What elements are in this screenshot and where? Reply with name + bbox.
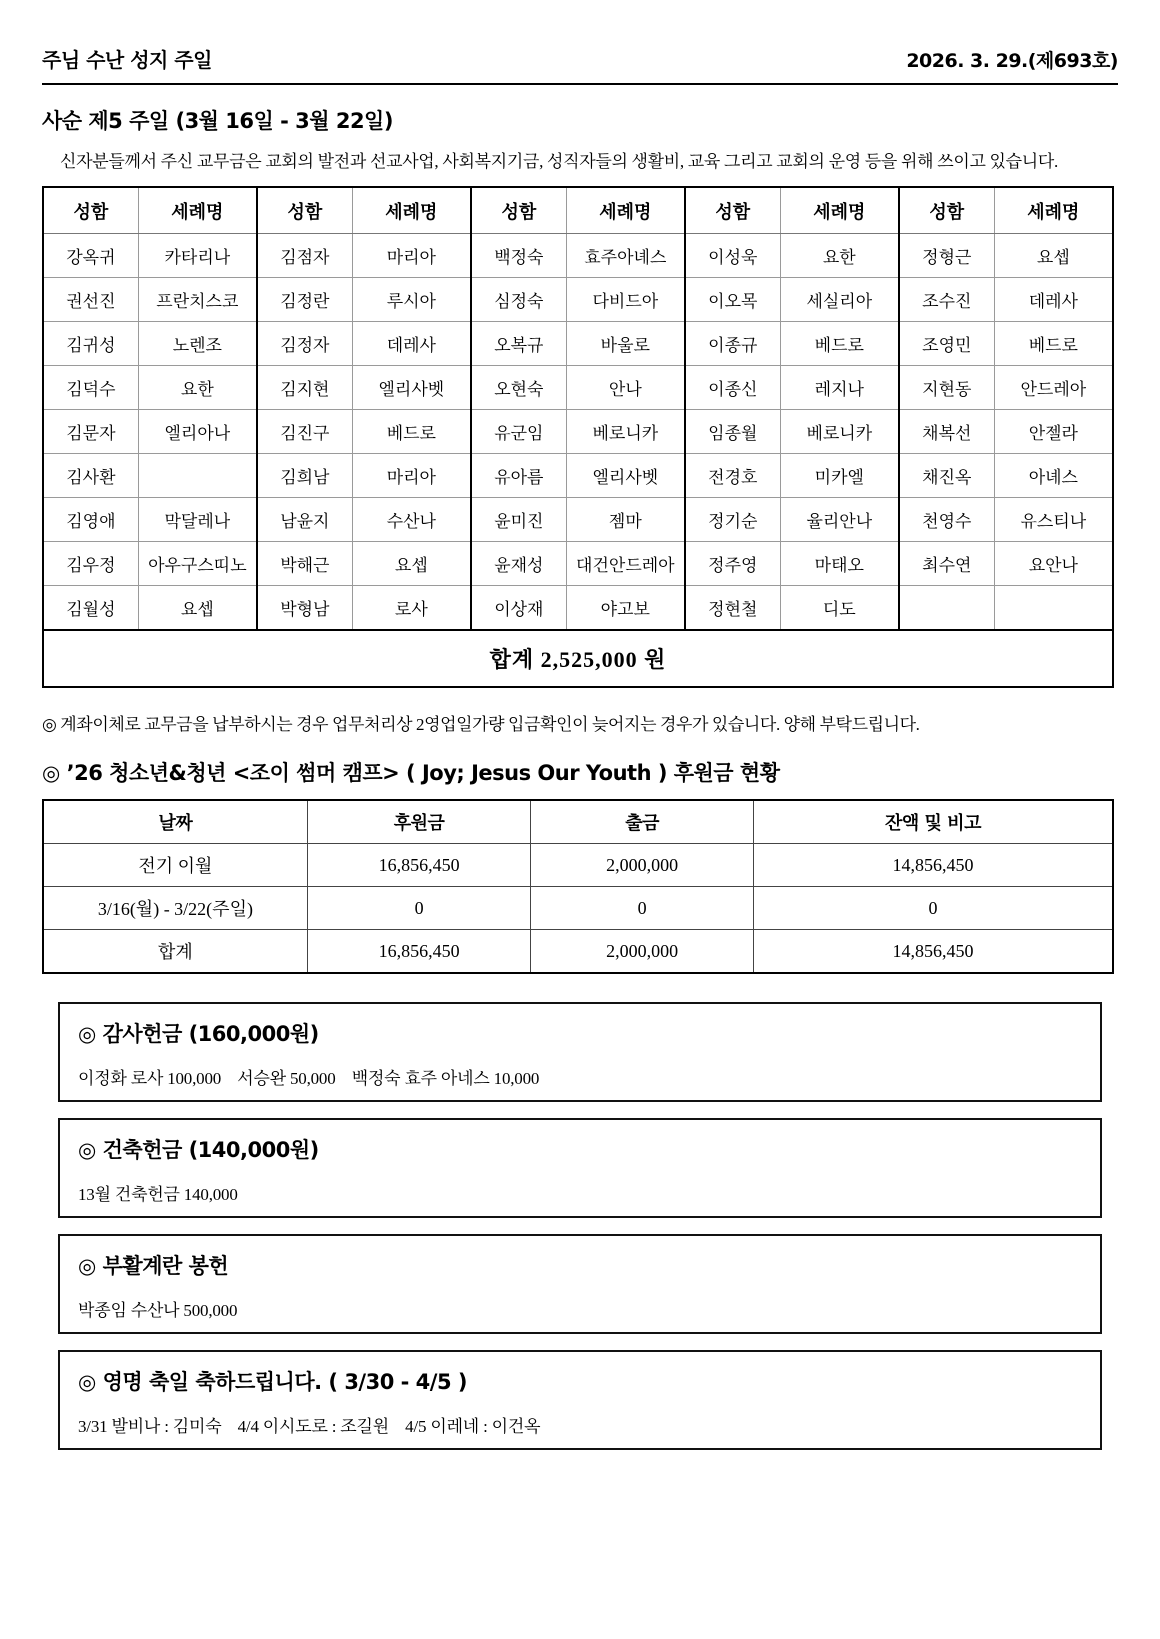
pledge-name-cell: 김우정 (43, 542, 138, 586)
pledge-baptismal-cell: 유스티나 (994, 498, 1113, 542)
pledge-name-cell: 김점자 (257, 234, 352, 278)
pledge-baptismal-cell: 프란치스코 (138, 278, 257, 322)
pledge-table-head (43, 187, 1113, 234)
camp-cell: 16,856,450 (307, 844, 531, 887)
camp-fund-title: ◎ ’26 청소년&청년 <조이 썸머 캠프> ( Joy; Jesus Our Youth ) 후원금 현황 (42, 761, 780, 785)
pledge-baptismal-cell: 안젤라 (994, 410, 1113, 454)
transfer-note: ◎ 계좌이체로 교무금을 납부하시는 경우 업무처리상 2영업일가량 입금확인이 늦어지는 경우가 있습니다. 양해 부탁드립니다. (42, 715, 920, 734)
pledge-name-cell: 전경호 (685, 454, 780, 498)
pledge-baptismal-cell: 율리안나 (780, 498, 899, 542)
pledge-name-cell: 유군임 (471, 410, 566, 454)
pledge-name-cell: 권선진 (43, 278, 138, 322)
pledge-row (43, 454, 1113, 498)
pledge-baptismal-cell (994, 586, 1113, 631)
pledge-col-header: 세례명 (994, 187, 1113, 234)
pledge-baptismal-cell: 로사 (352, 586, 471, 631)
thanksgiving-offering-box (58, 1002, 1102, 1102)
camp-cell: 14,856,450 (753, 930, 1113, 974)
pledge-row (43, 366, 1113, 410)
camp-fund-table (42, 799, 1114, 974)
camp-cell: 0 (531, 887, 754, 930)
pledge-baptismal-cell: 베로니카 (780, 410, 899, 454)
pledge-baptismal-cell: 엘리아나 (138, 410, 257, 454)
pledge-row (43, 278, 1113, 322)
camp-table-head (43, 800, 1113, 844)
pledge-col-header: 성함 (899, 187, 994, 234)
pledge-name-cell: 조영민 (899, 322, 994, 366)
pledge-total-row (43, 630, 1113, 687)
pledge-baptismal-cell: 바울로 (566, 322, 685, 366)
camp-row (43, 844, 1113, 887)
pledge-baptismal-cell: 마리아 (352, 454, 471, 498)
pledge-name-cell: 김덕수 (43, 366, 138, 410)
pledge-baptismal-cell: 다비드아 (566, 278, 685, 322)
camp-col-header: 잔액 및 비고 (753, 800, 1113, 844)
camp-table-body (43, 844, 1113, 974)
camp-cell: 0 (753, 887, 1113, 930)
pledge-baptismal-cell: 노렌조 (138, 322, 257, 366)
pledge-name-cell: 박해근 (257, 542, 352, 586)
pledge-name-cell: 지현동 (899, 366, 994, 410)
pledge-name-cell: 천영수 (899, 498, 994, 542)
pledge-baptismal-cell (138, 454, 257, 498)
pledge-name-cell: 정주영 (685, 542, 780, 586)
pledge-name-cell: 김귀성 (43, 322, 138, 366)
camp-row (43, 887, 1113, 930)
pledge-baptismal-cell: 미카엘 (780, 454, 899, 498)
building-fund-box (58, 1118, 1102, 1218)
pledge-name-cell: 남윤지 (257, 498, 352, 542)
pledge-baptismal-cell: 디도 (780, 586, 899, 631)
building-fund-detail: 13월 건축헌금 140,000 (78, 1185, 238, 1204)
pledge-table-body (43, 234, 1113, 688)
pledge-name-cell: 김정란 (257, 278, 352, 322)
pledge-baptismal-cell: 루시아 (352, 278, 471, 322)
pledge-baptismal-cell: 아녜스 (994, 454, 1113, 498)
camp-cell: 16,856,450 (307, 930, 531, 974)
pledge-baptismal-cell: 안나 (566, 366, 685, 410)
pledge-name-cell: 최수연 (899, 542, 994, 586)
pledge-baptismal-cell: 야고보 (566, 586, 685, 631)
pledge-baptismal-cell: 마리아 (352, 234, 471, 278)
pledge-baptismal-cell: 아우구스띠노 (138, 542, 257, 586)
pledge-name-cell: 김진구 (257, 410, 352, 454)
pledge-name-cell: 정형근 (899, 234, 994, 278)
pledge-col-header: 성함 (471, 187, 566, 234)
pledge-name-cell: 유아름 (471, 454, 566, 498)
pledge-col-header: 세례명 (352, 187, 471, 234)
pledge-baptismal-cell: 요안나 (994, 542, 1113, 586)
pledge-baptismal-cell: 요셉 (994, 234, 1113, 278)
pledge-baptismal-cell: 데레사 (994, 278, 1113, 322)
easter-egg-offering-box (58, 1234, 1102, 1334)
pledge-total-amount: 합계 2,525,000 원 (43, 630, 1113, 687)
pledge-baptismal-cell: 엘리사벳 (352, 366, 471, 410)
pledge-name-cell: 채복선 (899, 410, 994, 454)
camp-cell: 2,000,000 (531, 930, 754, 974)
pledge-name-cell (899, 586, 994, 631)
header-issue-date: 2026. 3. 29.(제693호) (906, 50, 1118, 72)
pledge-col-header: 세례명 (138, 187, 257, 234)
pledge-name-cell: 이종규 (685, 322, 780, 366)
pledge-name-cell: 정현철 (685, 586, 780, 631)
pledge-col-header: 성함 (43, 187, 138, 234)
pledge-name-cell: 채진옥 (899, 454, 994, 498)
pledge-baptismal-cell: 요셉 (352, 542, 471, 586)
pledge-name-cell: 오현숙 (471, 366, 566, 410)
camp-header-row (43, 800, 1113, 844)
thanksgiving-offering-detail: 이정화 로사 100,000 서승완 50,000 백정숙 효주 아네스 10,000 (78, 1069, 540, 1088)
pledge-name-cell: 임종월 (685, 410, 780, 454)
pledge-table (42, 186, 1114, 688)
pledge-name-cell: 정기순 (685, 498, 780, 542)
easter-egg-offering-title: ◎ 부활계란 봉헌 (78, 1254, 229, 1278)
pledge-row (43, 410, 1113, 454)
page-header (42, 44, 1118, 73)
pledge-name-cell: 박형남 (257, 586, 352, 631)
camp-col-header: 출금 (531, 800, 754, 844)
feast-day-detail: 3/31 발비나 : 김미숙 4/4 이시도로 : 조길원 4/5 이레네 : 이건옥 (78, 1417, 541, 1436)
header-title: 주님 수난 성지 주일 (42, 48, 212, 72)
pledge-col-header: 세례명 (566, 187, 685, 234)
camp-col-header: 후원금 (307, 800, 531, 844)
pledge-row (43, 586, 1113, 631)
pledge-name-cell: 김희남 (257, 454, 352, 498)
pledge-row (43, 234, 1113, 278)
header-rule (42, 83, 1118, 85)
pledge-row (43, 498, 1113, 542)
pledge-col-header: 성함 (257, 187, 352, 234)
pledge-header-row (43, 187, 1113, 234)
feast-day-title: ◎ 영명 축일 축하드립니다. ( 3/30 - 4/5 ) (78, 1370, 467, 1394)
pledge-name-cell: 윤재성 (471, 542, 566, 586)
pledge-name-cell: 조수진 (899, 278, 994, 322)
pledge-baptismal-cell: 요셉 (138, 586, 257, 631)
camp-cell: 전기 이월 (43, 844, 307, 887)
camp-col-header: 날짜 (43, 800, 307, 844)
pledge-baptismal-cell: 효주아녜스 (566, 234, 685, 278)
pledge-baptismal-cell: 베드로 (780, 322, 899, 366)
pledge-name-cell: 김월성 (43, 586, 138, 631)
pledge-col-header: 세례명 (780, 187, 899, 234)
camp-cell: 3/16(월) - 3/22(주일) (43, 887, 307, 930)
notice-boxes (42, 1002, 1118, 1450)
pledge-baptismal-cell: 베드로 (352, 410, 471, 454)
pledge-name-cell: 이오목 (685, 278, 780, 322)
camp-cell: 합계 (43, 930, 307, 974)
building-fund-title: ◎ 건축헌금 (140,000원) (78, 1138, 319, 1162)
pledge-intro-text: 신자분들께서 주신 교무금은 교회의 발전과 선교사업, 사회복지기금, 성직자들의 생활비, 교육 그리고 교회의 운영 등을 위해 쓰이고 있습니다. (60, 152, 1058, 171)
pledge-baptismal-cell: 안드레아 (994, 366, 1113, 410)
pledge-name-cell: 김문자 (43, 410, 138, 454)
easter-egg-offering-detail: 박종임 수산나 500,000 (78, 1301, 238, 1320)
feast-day-box (58, 1350, 1102, 1450)
pledge-baptismal-cell: 데레사 (352, 322, 471, 366)
camp-cell: 2,000,000 (531, 844, 754, 887)
pledge-name-cell: 윤미진 (471, 498, 566, 542)
pledge-name-cell: 이상재 (471, 586, 566, 631)
pledge-baptismal-cell: 막달레나 (138, 498, 257, 542)
pledge-baptismal-cell: 베드로 (994, 322, 1113, 366)
pledge-name-cell: 김사환 (43, 454, 138, 498)
pledge-name-cell: 이종신 (685, 366, 780, 410)
pledge-baptismal-cell: 젬마 (566, 498, 685, 542)
camp-row (43, 930, 1113, 974)
pledge-name-cell: 백정숙 (471, 234, 566, 278)
pledge-col-header: 성함 (685, 187, 780, 234)
thanksgiving-offering-title: ◎ 감사헌금 (160,000원) (78, 1022, 319, 1046)
camp-cell: 14,856,450 (753, 844, 1113, 887)
pledge-baptismal-cell: 엘리사벳 (566, 454, 685, 498)
pledge-baptismal-cell: 대건안드레아 (566, 542, 685, 586)
camp-cell: 0 (307, 887, 531, 930)
pledge-baptismal-cell: 수산나 (352, 498, 471, 542)
pledge-name-cell: 김영애 (43, 498, 138, 542)
pledge-baptismal-cell: 레지나 (780, 366, 899, 410)
pledge-baptismal-cell: 카타리나 (138, 234, 257, 278)
pledge-row (43, 542, 1113, 586)
pledge-baptismal-cell: 세실리아 (780, 278, 899, 322)
pledge-name-cell: 심정숙 (471, 278, 566, 322)
week-title: 사순 제5 주일 (3월 16일 - 3월 22일) (42, 109, 393, 133)
pledge-name-cell: 오복규 (471, 322, 566, 366)
pledge-name-cell: 김지현 (257, 366, 352, 410)
pledge-baptismal-cell: 요한 (138, 366, 257, 410)
pledge-baptismal-cell: 마태오 (780, 542, 899, 586)
pledge-row (43, 322, 1113, 366)
pledge-baptismal-cell: 베로니카 (566, 410, 685, 454)
pledge-name-cell: 강옥귀 (43, 234, 138, 278)
pledge-name-cell: 이성욱 (685, 234, 780, 278)
pledge-name-cell: 김정자 (257, 322, 352, 366)
pledge-baptismal-cell: 요한 (780, 234, 899, 278)
